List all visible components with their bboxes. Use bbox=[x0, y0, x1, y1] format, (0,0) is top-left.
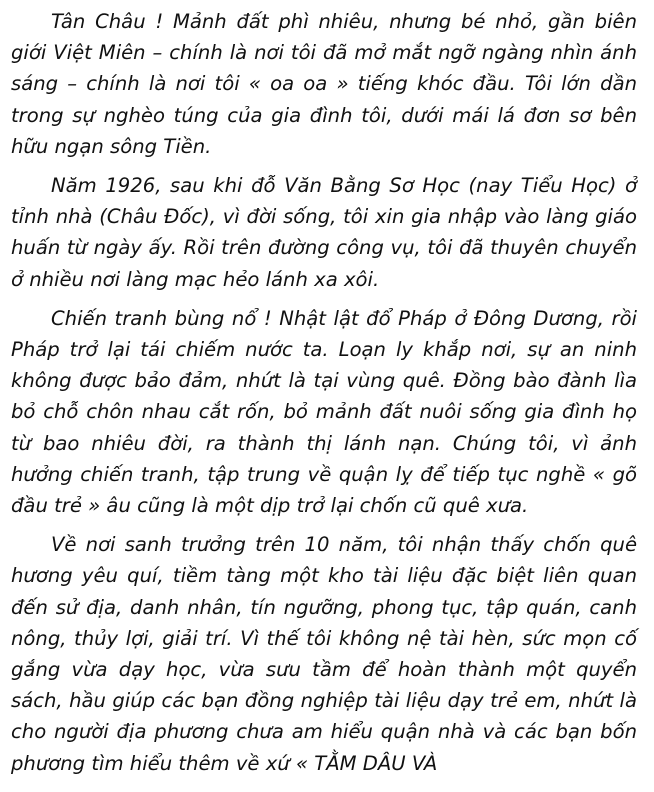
paragraph-nam-1926: Năm 1926, sau khi đỗ Văn Bằng Sơ Học (nay Tiểu Học) ở tỉnh nhà (Châu Đốc), vì đời sống, tôi xin gia nhập vào làng giáo huấn từ ngày ấy. Rồi trên đường công vụ, tôi đã thuyên chuyển ở nhiều nơi làng mạc hẻo lánh xa xôi. bbox=[11, 174, 637, 291]
paragraph-tan-chau: Tân Châu ! Mảnh đất phì nhiêu, nhưng bé nhỏ, gần biên giới Việt Miên – chính là nơi tôi đã mở mắt ngỡ ngàng nhìn ánh sáng – chính là nơi tôi « oa oa » tiếng khóc đầu. Tôi lớn dần trong sự nghèo túng của gia đình tôi, dưới mái lá đơn sơ bên hữu ngạn sông Tiền. bbox=[11, 10, 637, 158]
paragraph-ve-noi-sanh-truong: Về nơi sanh trưởng trên 10 năm, tôi nhận thấy chốn quê hương yêu quí, tiềm tàng một kho tài liệu đặc biệt liên quan đến sử địa, danh nhân, tín ngưỡng, phong tục, tập quán, canh nông, thủy lợi, giải trí. Vì thế tôi không nệ tài hèn, sức mọn cố gắng vừa dạy học, vừa sưu tầm để hoàn thành một quyển sách, hầu giúp các bạn đồng nghiệp tài liệu dạy trẻ em, nhứt là cho người địa phương chưa am hiểu quận nhà và các bạn bốn phương tìm hiểu thêm về xứ « TẰM DÂU VÀ bbox=[11, 533, 637, 775]
paragraph-chien-tranh: Chiến tranh bùng nổ ! Nhật lật đổ Pháp ở Đông Dương, rồi Pháp trở lại tái chiếm nước ta. Loạn ly khắp nơi, sự an ninh không được bảo đảm, nhứt là tại vùng quê. Đồng bào đành lìa bỏ chỗ chôn nhau cắt rốn, bỏ mảnh đất nuôi sống gia đình họ từ bao nhiêu đời, ra thành thị lánh nạn. Chúng tôi, vì ảnh hưởng chiến tranh, tập trung về quận lỵ để tiếp tục nghề « gõ đầu trẻ » âu cũng là một dịp trở lại chốn cũ quê xưa. bbox=[11, 306, 637, 518]
